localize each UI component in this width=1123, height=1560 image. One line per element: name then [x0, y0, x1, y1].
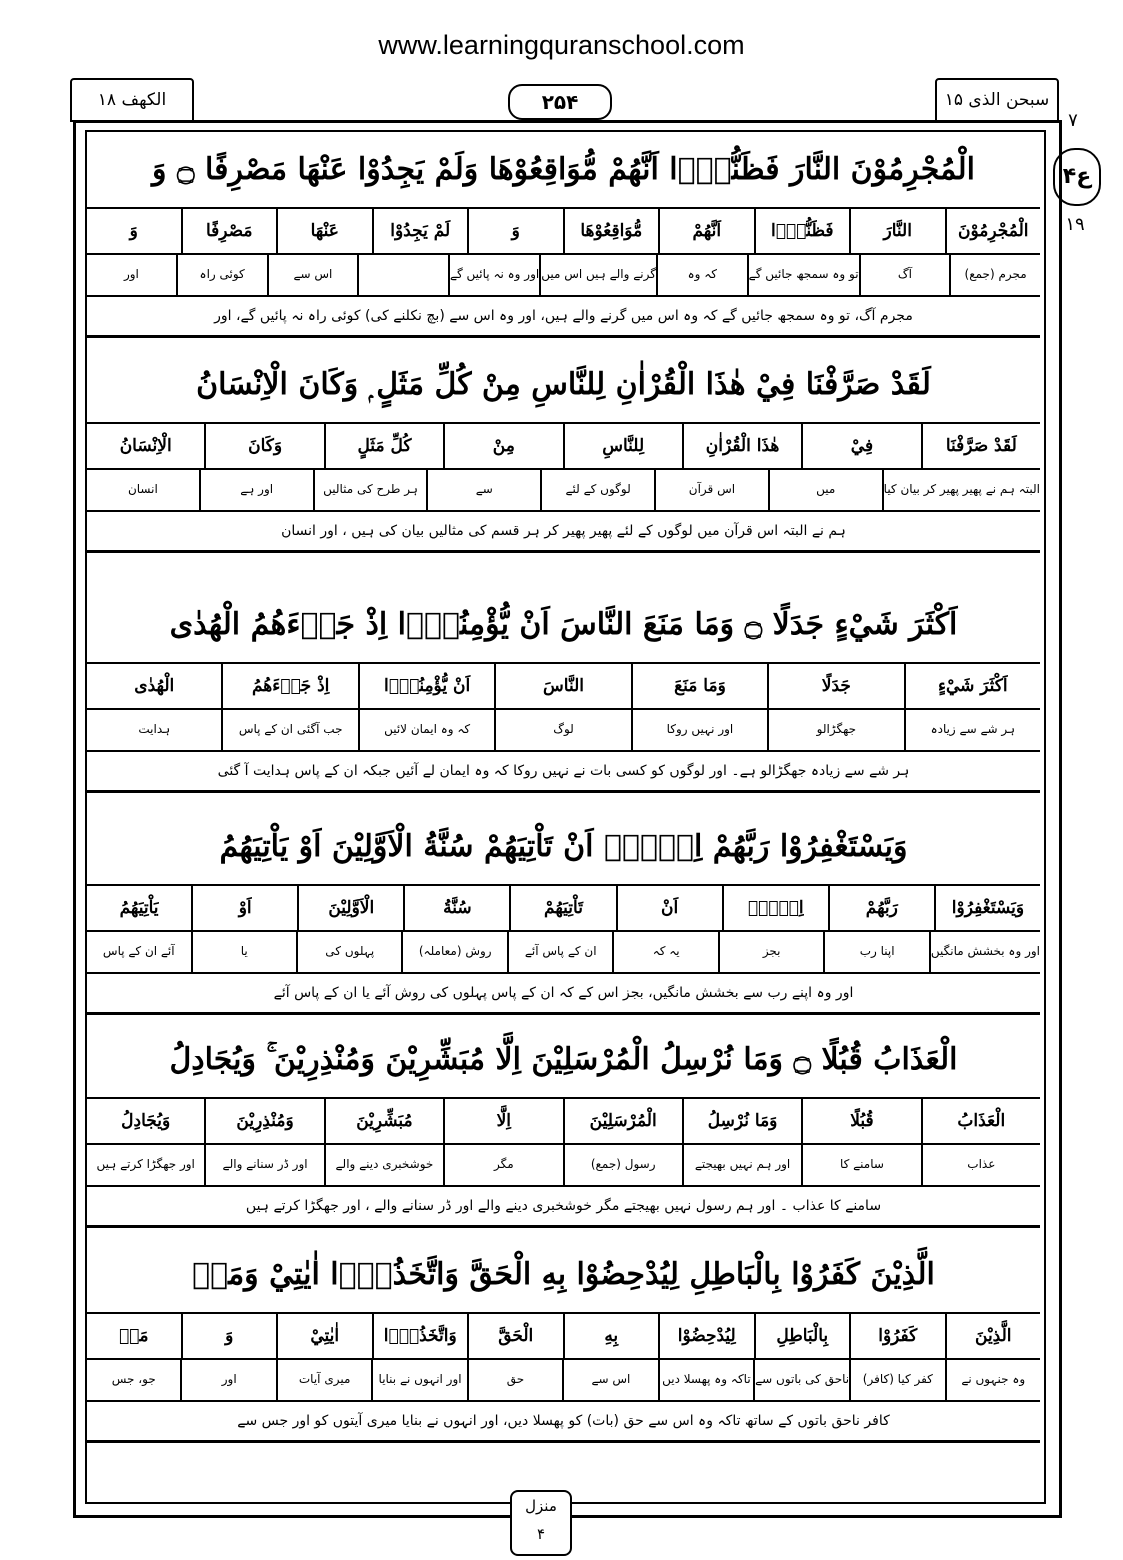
ayah-line: الْعَذَابُ قُبُلًا ۝ وَمَا نُرْسِلُ الْمُرْسَلِيْنَ اِلَّا مُبَشِّرِيْنَ وَمُنْذِرِيْنَ ۚ وَيُجَادِلُ [169, 1042, 958, 1077]
meaning-cell: اور انہوں نے بنایا [371, 1358, 466, 1400]
meaning-cell: میری آیات [276, 1358, 371, 1400]
meaning-cell: جھگڑالو [767, 708, 903, 750]
meaning-cell: لوگ [494, 708, 630, 750]
word-cell: وَمَا مَنَعَ [631, 664, 767, 708]
translation-line: کافر ناحق باتوں کے ساتھ تاکہ وہ اس سے حق (بات) کو پھسلا دیں، اور انہوں نے بنایا میری آیتوں کو اور جس سے [87, 1402, 1040, 1443]
word-cell: الْاِنْسَانُ [119, 436, 172, 456]
word-cell: النَّارَ [849, 209, 945, 253]
word-row [87, 422, 1040, 470]
meaning-cell: بجز [718, 930, 823, 972]
word-cell: بِالْبَاطِلِ [754, 1314, 850, 1358]
word-cell: وَ [467, 209, 563, 253]
meaning-cell: اس قرآن [654, 468, 768, 510]
word-cell: الَّذِيْنَ [945, 1314, 1041, 1358]
word-row [87, 884, 1040, 932]
meaning-cell: اور وہ بخشش مانگیں [929, 930, 1040, 972]
word-cell: سُنَّةُ [403, 886, 509, 930]
word-cell: مِنْ [443, 424, 562, 468]
meaning-cell: ہر طرح کی مثالیں [313, 468, 427, 510]
word-cell: وَكَانَ [204, 424, 323, 468]
translation-line: مجرم آگ، تو وہ سمجھ جائیں گے کہ وہ اس میں گرنے والے ہیں، اور وہ اس سے (بچ نکلنے کی) کوئی راہ نہ پائیں گے، اور [87, 297, 1040, 338]
word-cell: اَكْثَرَ شَيْءٍ [904, 664, 1040, 708]
translation-line: ہر شے سے زیادہ جھگڑالو ہے۔ اور لوگوں کو کسی بات نے نہیں روکا کہ وہ ایمان لے آئیں جبکہ ان کے پاس ہدایت آ گئی [87, 752, 1040, 793]
ruku-marker: ع۴ [1053, 148, 1101, 206]
meaning-cell: یہ کہ [612, 930, 717, 972]
meaning-cell: انسان [127, 482, 158, 496]
word-cell: الْهُدٰى [134, 676, 175, 696]
meaning-row [87, 253, 1040, 297]
meaning-cell: عذاب [921, 1143, 1040, 1185]
word-cell: قُبُلًا [801, 1099, 920, 1143]
website-url[interactable]: www.learningquranschool.com [378, 30, 745, 60]
meaning-cell: اور [180, 1358, 275, 1400]
word-cell: فَظَنُّوْۤا [754, 209, 850, 253]
word-cell: لِلنَّاسِ [563, 424, 682, 468]
meaning-cell: آئے ان کے پاس [102, 944, 175, 958]
word-cell: لَقَدْ صَرَّفْنَا [921, 424, 1040, 468]
meaning-cell: وہ جنہوں نے [945, 1358, 1040, 1400]
side-line-number: ۱۹ [1065, 214, 1085, 235]
word-cell: رَبَّهُمْ [828, 886, 934, 930]
word-cell: اِلَّا [443, 1099, 562, 1143]
word-cell: وَيَسْتَغْفِرُوْا [934, 886, 1040, 930]
meaning-cell: حق [467, 1358, 562, 1400]
word-cell: مُّوَاقِعُوْهَا [563, 209, 659, 253]
ayah-line: اَكْثَرَ شَيْءٍ جَدَلًا ۝ وَمَا مَنَعَ النَّاسَ اَنْ يُّؤْمِنُوْۤا اِذْ جَاۗءَهُمُ الْهُدٰى [169, 607, 958, 642]
word-cell: وَ [181, 1314, 277, 1358]
word-cell: فِيْ [801, 424, 920, 468]
surah-name-tab: الکھف ۱۸ [70, 78, 194, 122]
manzil-label: منزل [525, 1497, 557, 1515]
meaning-row [87, 1143, 1040, 1187]
word-row [87, 1312, 1040, 1360]
word-row [87, 1097, 1040, 1145]
meaning-cell: اور ڈر سنانے والے [204, 1143, 323, 1185]
meaning-cell: گرنے والے ہیں اس میں [539, 253, 656, 295]
word-cell: وَمُنْذِرِيْنَ [204, 1099, 323, 1143]
meaning-cell: ان کے پاس آئے [507, 930, 612, 972]
meaning-cell: اپنا رب [823, 930, 928, 972]
juz-name-tab: سبحن الذی ۱۵ [935, 78, 1059, 122]
meaning-cell: سامنے کا [801, 1143, 920, 1185]
meaning-row [87, 708, 1040, 752]
meaning-cell: لوگوں کے لئے [540, 468, 654, 510]
word-cell: الْحَقَّ [467, 1314, 563, 1358]
translation-line: ہم نے البتہ اس قرآن میں لوگوں کے لئے پھیر پھیر کر ہر قسم کی مثالیں بیان کی ہیں ، اور انسان [87, 512, 1040, 553]
meaning-cell: تو وہ سمجھ جائیں گے [747, 253, 859, 295]
meaning-cell: خوشخبری دینے والے [324, 1143, 443, 1185]
word-cell: وَمَا نُرْسِلُ [682, 1099, 801, 1143]
ayah-line: لَقَدْ صَرَّفْنَا فِيْ هٰذَا الْقُرْاٰنِ لِلنَّاسِ مِنْ كُلِّ مَثَلٍ ۭ وَكَانَ الْاِنْسَانُ [196, 367, 931, 402]
meaning-cell: ہدایت [138, 722, 171, 736]
word-cell: كُلِّ مَثَلٍ [324, 424, 443, 468]
manzil-marker [510, 1490, 572, 1556]
meaning-cell: جو، جس [111, 1372, 156, 1386]
word-cell: لِيُدْحِضُوْا [658, 1314, 754, 1358]
meaning-cell: آگ [859, 253, 950, 295]
meaning-cell: ہر شے سے زیادہ [904, 708, 1040, 750]
word-cell: تَاْتِيَهُمْ [509, 886, 615, 930]
meaning-cell: مجرم (جمع) [949, 253, 1040, 295]
meaning-cell: اس سے [562, 1358, 657, 1400]
meaning-cell: اور [123, 267, 139, 281]
meaning-cell: کہ وہ [656, 253, 747, 295]
meaning-cell: سے [426, 468, 540, 510]
meaning-cell: پہلوں کی [296, 930, 401, 972]
word-cell: اَنْ يُّؤْمِنُوْۤا [358, 664, 494, 708]
meaning-cell: البتہ ہم نے پھیر پھیر کر بیان کیا [882, 468, 1040, 510]
word-cell: الْمُرْسَلِيْنَ [563, 1099, 682, 1143]
translation-line: اور وہ اپنے رب سے بخشش مانگیں، بجز اس کے کہ ان کے پاس پہلوں کی روش آئے یا ان کے پاس آئے [87, 974, 1040, 1015]
meaning-cell: یا [191, 930, 296, 972]
word-cell: وَ [129, 221, 138, 241]
meaning-cell: کہ وہ ایمان لائیں [358, 708, 494, 750]
meaning-cell: کوئی راہ [176, 253, 267, 295]
meaning-cell: اور جھگڑا کرتے ہیں [96, 1157, 195, 1171]
side-juz-marker: ۷ [1068, 110, 1078, 131]
meaning-cell: اس سے [267, 253, 358, 295]
word-cell: اٰيٰتِيْ [276, 1314, 372, 1358]
meaning-cell: روش (معاملہ) [401, 930, 506, 972]
word-cell: اَنْ [616, 886, 722, 930]
word-cell: الْعَذَابُ [921, 1099, 1040, 1143]
meaning-cell: میں [768, 468, 882, 510]
meaning-cell: جب آگئی ان کے پاس [221, 708, 357, 750]
ayah-line: وَيَسْتَغْفِرُوْا رَبَّهُمْ اِلَّاۤ اَنْ تَاْتِيَهُمْ سُنَّةُ الْاَوَّلِيْنَ اَوْ يَاْتِيَهُمُ [219, 829, 908, 864]
word-row [87, 662, 1040, 710]
word-cell: اِذْ جَاۗءَهُمُ [221, 664, 357, 708]
word-cell: كَفَرُوْا [849, 1314, 945, 1358]
meaning-cell: رسول (جمع) [563, 1143, 682, 1185]
meaning-row [87, 1358, 1040, 1402]
meaning-cell: اور نہیں روکا [631, 708, 767, 750]
word-cell: وَاتَّخَذُوْۤا [372, 1314, 468, 1358]
meaning-row [87, 468, 1040, 512]
word-row [87, 207, 1040, 255]
word-cell: مَاۤ [118, 1326, 149, 1346]
word-cell: مَصْرِفًا [181, 209, 277, 253]
meaning-cell [357, 253, 448, 295]
word-cell: لَمْ يَجِدُوْا [372, 209, 468, 253]
word-cell: النَّاسَ [494, 664, 630, 708]
meaning-cell: اور وہ نہ پائیں گے [448, 253, 539, 295]
manzil-number: ۴ [536, 1525, 546, 1543]
meaning-cell: تاکہ وہ پھسلا دیں [658, 1358, 753, 1400]
word-cell: اَنَّهُمْ [658, 209, 754, 253]
page-number: ۲۵۴ [508, 84, 612, 120]
word-cell: وَيُجَادِلُ [121, 1111, 171, 1131]
ayah-line: الْمُجْرِمُوْنَ النَّارَ فَظَنُّوْۤا اَنَّهُمْ مُّوَاقِعُوْهَا وَلَمْ يَجِدُوْا عَنْهَا مَصْرِفًا ۝ وَ [152, 152, 975, 187]
word-cell: الْاَوَّلِيْنَ [297, 886, 403, 930]
translation-line: سامنے کا عذاب ۔ اور ہم رسول نہیں بھیجتے مگر خوشخبری دینے والے اور ڈر سنانے والے ، اور جھگڑا کرتے ہیں [87, 1187, 1040, 1228]
meaning-cell: کفر کیا (کافر) [849, 1358, 944, 1400]
meaning-cell: اور ہے [199, 468, 313, 510]
word-cell: الْمُجْرِمُوْنَ [945, 209, 1041, 253]
word-cell: يَاْتِيَهُمُ [119, 898, 159, 918]
word-cell: هٰذَا الْقُرْاٰنِ [682, 424, 801, 468]
ayah-line: الَّذِيْنَ كَفَرُوْا بِالْبَاطِلِ لِيُدْحِضُوْا بِهِ الْحَقَّ وَاتَّخَذُوْۤا اٰيٰتِيْ وَمَاۤ [192, 1257, 935, 1292]
word-cell: اِلَّاۤ [722, 886, 828, 930]
meaning-cell: مگر [443, 1143, 562, 1185]
word-cell: عَنْهَا [276, 209, 372, 253]
word-cell: جَدَلًا [767, 664, 903, 708]
word-cell: بِهِ [563, 1314, 659, 1358]
word-cell: اَوْ [191, 886, 297, 930]
meaning-cell: ناحق کی باتوں سے [753, 1358, 849, 1400]
word-cell: مُبَشِّرِيْنَ [324, 1099, 443, 1143]
meaning-row [87, 930, 1040, 974]
meaning-cell: اور ہم نہیں بھیجتے [682, 1143, 801, 1185]
